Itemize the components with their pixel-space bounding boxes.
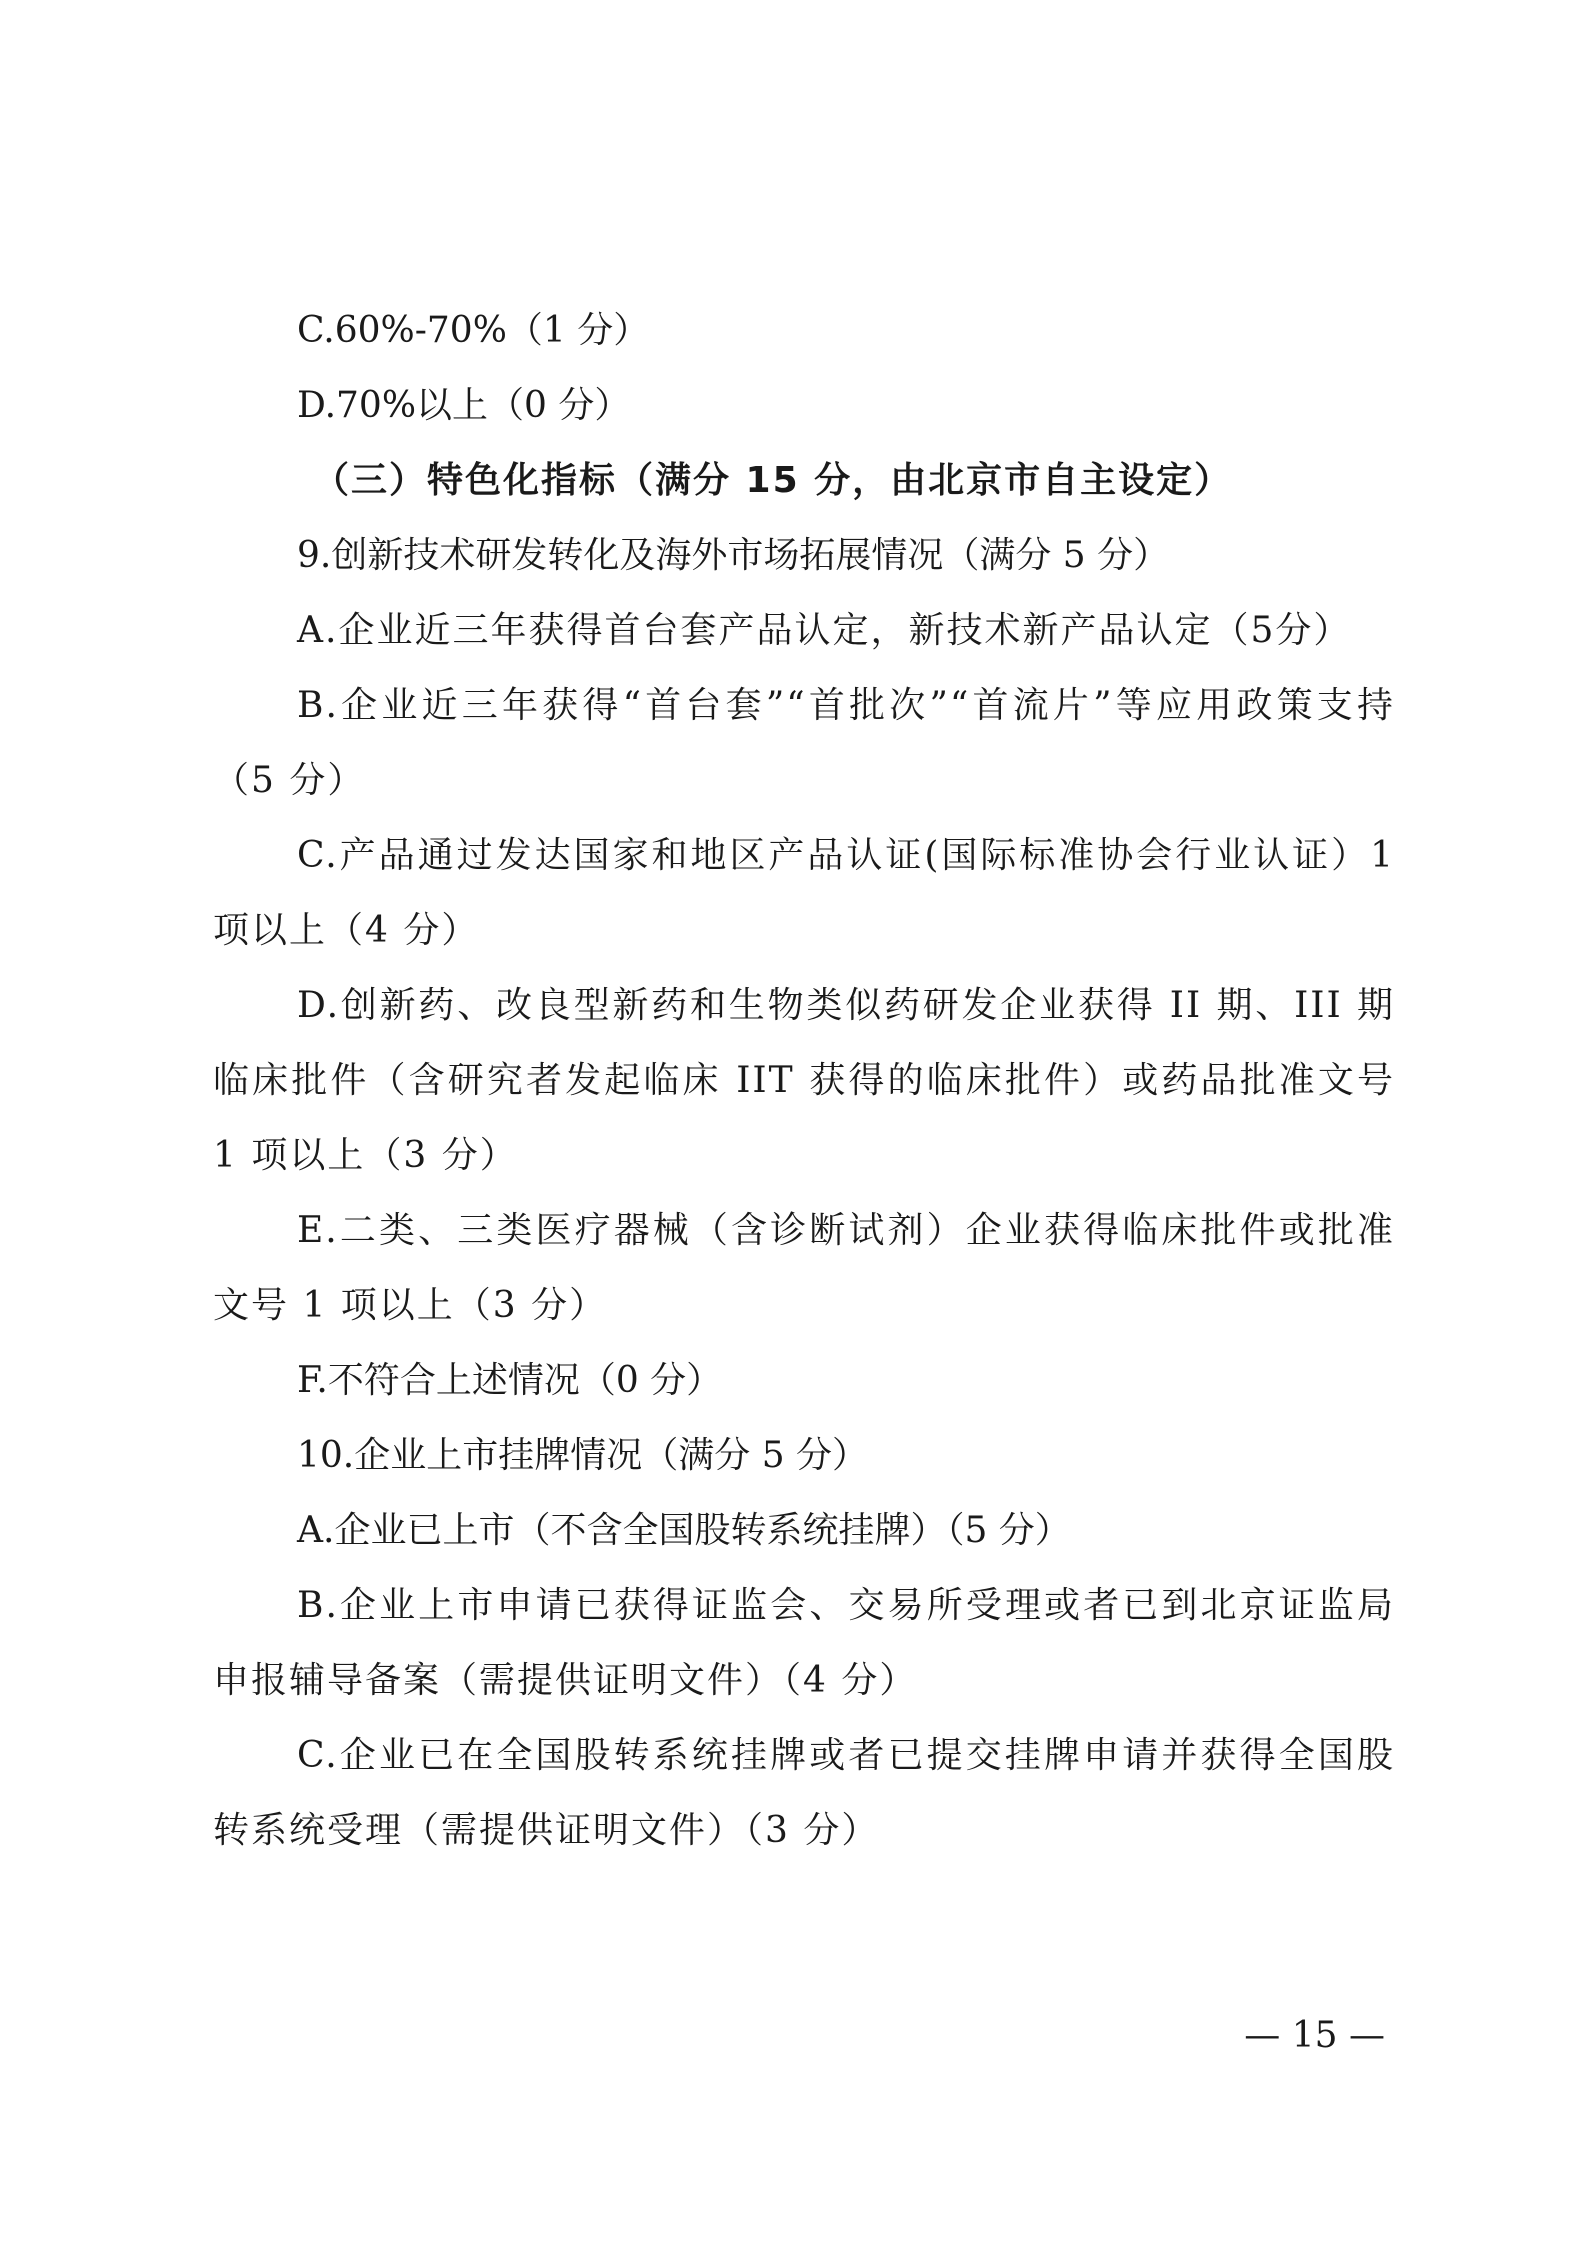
item-9-option-f: F.不符合上述情况（0 分） xyxy=(297,1360,723,1401)
item-9-option-d: D.创新药、改良型新药和生物类似药研发企业获得 II 期、III 期临床批件（含研究者发起临床 IIT 获得的临床批件）或药品批准文号 1 项以上（3 分） xyxy=(213,985,1395,1176)
item-9-option-b: B.企业近三年获得“首台套”“首批次”“首流片”等应用政策支持（5 分） xyxy=(213,685,1395,801)
item-10-option-b: B.企业上市申请已获得证监会、交易所受理或者已到北京证监局申报辅导备案（需提供证明文件）（4 分） xyxy=(213,1585,1395,1701)
section-heading-characteristic-indicators: （三）特色化指标（满分 15 分，由北京市自主设定） xyxy=(313,460,1233,501)
item-10-option-c: C.企业已在全国股转系统挂牌或者已提交挂牌申请并获得全国股转系统受理（需提供证明文件）（3 分） xyxy=(213,1735,1395,1851)
item-10-title: 10.企业上市挂牌情况（满分 5 分） xyxy=(297,1435,869,1476)
item-9-option-c: C.产品通过发达国家和地区产品认证(国际标准协会行业认证）1 项以上（4 分） xyxy=(213,835,1395,951)
option-c-60-70: C.60%-70%（1 分） xyxy=(297,310,650,351)
item-9-option-a: A.企业近三年获得首台套产品认定，新技术新产品认定（5分） xyxy=(297,610,1352,651)
document-body xyxy=(213,293,1395,1868)
option-d-70-plus: D.70%以上（0 分） xyxy=(297,385,631,426)
item-9-title: 9.创新技术研发转化及海外市场拓展情况（满分 5 分） xyxy=(297,535,1170,576)
item-10-option-a: A.企业已上市（不含全国股转系统挂牌）（5 分） xyxy=(297,1510,1071,1551)
page-number: — 15 — xyxy=(1244,2015,1385,2056)
item-9-option-e: E.二类、三类医疗器械（含诊断试剂）企业获得临床批件或批准文号 1 项以上（3 分） xyxy=(213,1210,1395,1326)
